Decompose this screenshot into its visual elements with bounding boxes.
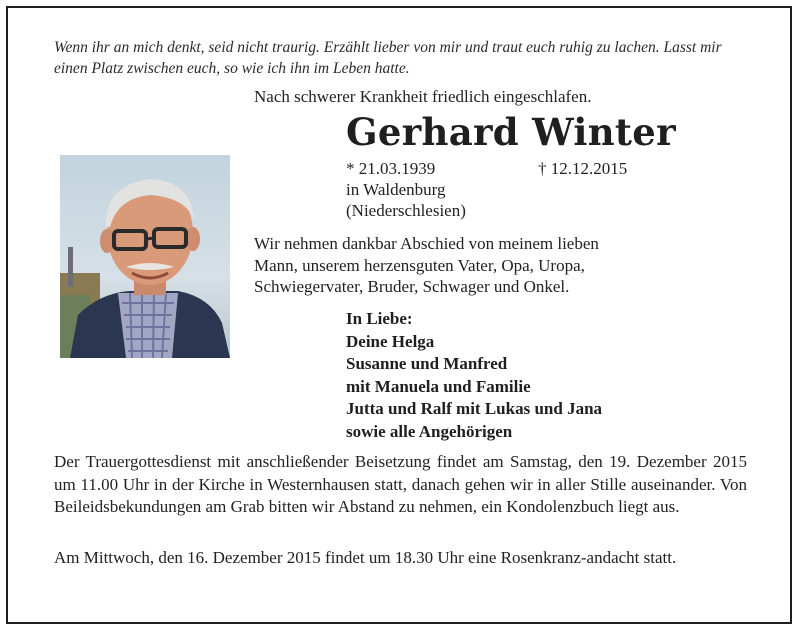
deceased-name: Gerhard Winter bbox=[346, 110, 676, 154]
birthplace-line-2: (Niederschlesien) bbox=[346, 201, 466, 220]
thanks-paragraph bbox=[254, 233, 724, 298]
life-dates bbox=[346, 158, 646, 221]
thanks-line: Schwiegervater, Bruder, Schwager und Onkel. bbox=[254, 277, 570, 296]
thanks-line: Mann, unserem herzensguten Vater, Opa, Uropa, bbox=[254, 255, 585, 275]
death-date: † 12.12.2015 bbox=[538, 159, 628, 178]
mourners-line: mit Manuela und Familie bbox=[346, 376, 531, 396]
intro-line: Nach schwerer Krankheit friedlich eingeschlafen. bbox=[254, 87, 592, 106]
mourners-line: Deine Helga bbox=[346, 331, 435, 351]
portrait-photo bbox=[60, 155, 230, 358]
mourners-line: sowie alle Angehörigen bbox=[346, 421, 513, 441]
birth-date: * 21.03.1939 bbox=[346, 159, 436, 178]
thanks-line: Wir nehmen dankbar Abschied von meinem lieben bbox=[254, 234, 599, 253]
rosary-text: Am Mittwoch, den 16. Dezember 2015 findet um 18.30 Uhr eine Rosenkranz-andacht statt. bbox=[54, 548, 677, 567]
funeral-service-text: Der Trauergottesdienst mit anschließender Beisetzung findet am Samstag, den 19. Dezember 2015 um 11.00 Uhr in der Kirche in Westernhausen statt, danach gehen wir in aller Stille auseinander. Von Beileidsbekundungen am Grab bitten wir Abstand zu nehmen, ein Kondolenzbuch liegt aus. bbox=[54, 452, 747, 516]
birthplace-line-1: in Waldenburg bbox=[346, 180, 446, 199]
mourners-line: Jutta und Ralf mit Lukas und Jana bbox=[346, 399, 603, 418]
mourners-line: In Liebe: bbox=[346, 309, 413, 328]
mourners-line: Susanne und Manfred bbox=[346, 354, 508, 373]
mourners-list bbox=[346, 308, 746, 443]
memorial-quote: Wenn ihr an mich denkt, seid nicht traurig. Erzählt lieber von mir und traut euch ruhig zu lachen. Lasst mir einen Platz zwischen euch, so wie ich ihn im Leben hatte. bbox=[54, 39, 722, 77]
